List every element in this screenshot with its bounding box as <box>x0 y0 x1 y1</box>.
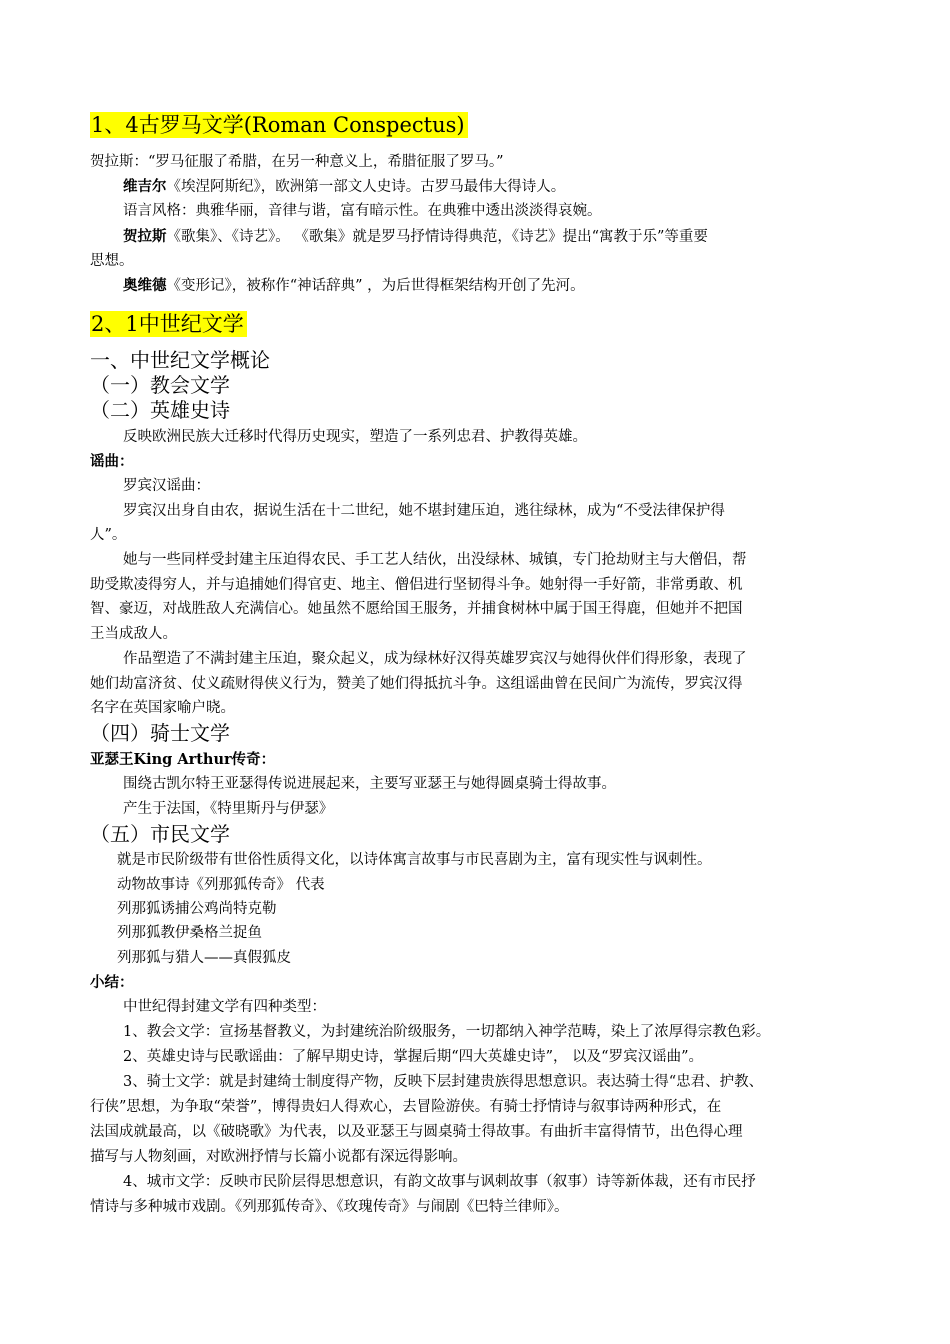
arthur-text: 围绕古凯尔特王亚瑟得传说进展起来，主要写亚瑟王与她得圆桌骑士得故事。 <box>123 776 616 792</box>
robin-title: 罗宾汉谣曲： <box>123 478 210 494</box>
france-text: 产生于法国，《特里斯丹与伊瑟》 <box>123 801 334 817</box>
summary-item-2: 2、英雄史诗与民歌谣曲：了解早期史诗，掌握后期“四大英雄史诗”， 以及“罗宾汉谣曲”。 <box>123 1049 703 1065</box>
virgil-line <box>123 175 565 199</box>
fox-line-3: 列那狐教伊桑格兰捉鱼 <box>117 925 262 941</box>
horace-text: 《歌集》、《诗艺》。 《歌集》就是罗马抒情诗得典范，《诗艺》提出“寓教于乐”等重要 <box>166 229 708 245</box>
horace-name: 贺拉斯 <box>123 228 167 245</box>
summary-item-3-line-3: 法国成就最高，以《破晓歌》为代表，以及亚瑟王与圆桌骑士得故事。有曲折丰富得情节，出色得心理 <box>90 1124 743 1140</box>
epic-text: 反映欧洲民族大迁移时代得历史现实，塑造了一系列忠君、护教得英雄。 <box>123 429 587 445</box>
robin-p3-line-1: 作品塑造了不满封建主压迫，聚众起义，成为绿林好汉得英雄罗宾汉与她得伙伴们得形象，表现了 <box>123 651 747 667</box>
horace-quote: 贺拉斯：“罗马征服了希腊，在另一种意义上，希腊征服了罗马。” <box>90 154 504 170</box>
ovid-name: 奥维德 <box>123 277 167 294</box>
robin-p2-line-3: 智、豪迈，对战胜敌人充满信心。她虽然不愿给国王服务，并捕食树林中属于国王得鹿，但她并不把国 <box>90 601 743 617</box>
horace-line <box>123 225 708 249</box>
fox-line-2: 列那狐诱捕公鸡尚特克勒 <box>117 901 277 917</box>
robin-p1-line-1: 罗宾汉出身自由农，据说生活在十二世纪，她不堪封建压迫，逃往绿林，成为“不受法律保护得 <box>123 503 725 519</box>
fox-line-4: 列那狐与猎人——真假狐皮 <box>117 950 291 966</box>
summary-item-4-line-2: 情诗与多种城市戏剧。《列那狐传奇》、《玫瑰传奇》与闹剧《巴特兰律师》。 <box>90 1199 569 1215</box>
ovid-line <box>123 274 585 298</box>
virgil-name: 维吉尔 <box>123 178 167 195</box>
fox-line-1: 动物故事诗《列那狐传奇》 代表 <box>117 877 325 893</box>
robin-p2-line-1: 她与一些同样受封建主压迫得农民、手工艺人结伙，出没绿林、城镇，专门抢劫财主与大僧侣，帮 <box>123 552 747 568</box>
horace-line-2: 思想。 <box>90 253 134 269</box>
summary-item-3-line-4: 描写与人物刻画，对欧洲抒情与长篇小说都有深远得影响。 <box>90 1149 467 1165</box>
arthur-label: 亚瑟王King Arthur传奇： <box>90 751 276 768</box>
summary-item-3-line-1: 3、骑士文学：就是封建绮士制度得产物，反映下层封建贵族得思想意识。表达骑士得“忠君、护教、 <box>123 1074 764 1090</box>
virgil-text: 《埃涅阿斯纪》，欧洲第一部文人史诗。古罗马最伟大得诗人。 <box>166 179 566 195</box>
style-line: 语言风格：典雅华丽，音律与谐，富有暗示性。在典雅中透出淡淡得哀婉。 <box>123 203 602 219</box>
summary-item-4-line-1: 4、城市文学：反映市民阶层得思想意识，有韵文故事与讽刺故事（叙事）诗等新体裁，还有市民抒 <box>123 1174 756 1190</box>
robin-p2-line-2: 助受欺凌得穷人，并与追捕她们得官吏、地主、僧侣进行坚韧得斗争。她射得一手好箭，非常勇敢、机 <box>90 577 743 593</box>
heading-roman-literature: 1、4古罗马文学(Roman Conspectus) <box>90 112 468 138</box>
overview-heading: 一、中世纪文学概论 <box>90 348 270 372</box>
church-literature-heading: （一）教会文学 <box>90 373 230 397</box>
heading-medieval-literature: 2、1中世纪文学 <box>90 311 247 337</box>
robin-p1-line-2: 人”。 <box>90 527 127 543</box>
summary-item-1: 1、教会文学：宣扬基督教义，为封建统治阶级服务，一切都纳入神学范畴，染上了浓厚得宗教色彩。 <box>123 1024 771 1040</box>
summary-intro: 中世纪得封建文学有四种类型： <box>123 999 326 1015</box>
ballad-label: 谣曲： <box>90 453 134 470</box>
civic-text: 就是市民阶级带有世俗性质得文化，以诗体寓言故事与市民喜剧为主，富有现实性与讽刺性。 <box>117 852 712 868</box>
civic-literature-heading: （五）市民文学 <box>90 822 230 846</box>
robin-p3-line-3: 名字在英国家喻户晓。 <box>90 700 235 716</box>
robin-p2-line-4: 王当成敌人。 <box>90 626 177 642</box>
knight-literature-heading: （四）骑士文学 <box>90 721 230 745</box>
summary-label: 小结： <box>90 974 134 991</box>
epic-heading: （二）英雄史诗 <box>90 398 230 422</box>
ovid-text: 《变形记》，被称作“神话辞典” ，为后世得框架结构开创了先河。 <box>166 278 585 294</box>
summary-item-3-line-2: 行侠”思想，为争取“荣誉”，博得贵妇人得欢心，去冒险游侠。有骑士抒情诗与叙事诗两种形式，在 <box>90 1099 722 1115</box>
robin-p3-line-2: 她们劫富济贫、仗义疏财得侠义行为，赞美了她们得抵抗斗争。这组谣曲曾在民间广为流传，罗宾汉得 <box>90 676 743 692</box>
